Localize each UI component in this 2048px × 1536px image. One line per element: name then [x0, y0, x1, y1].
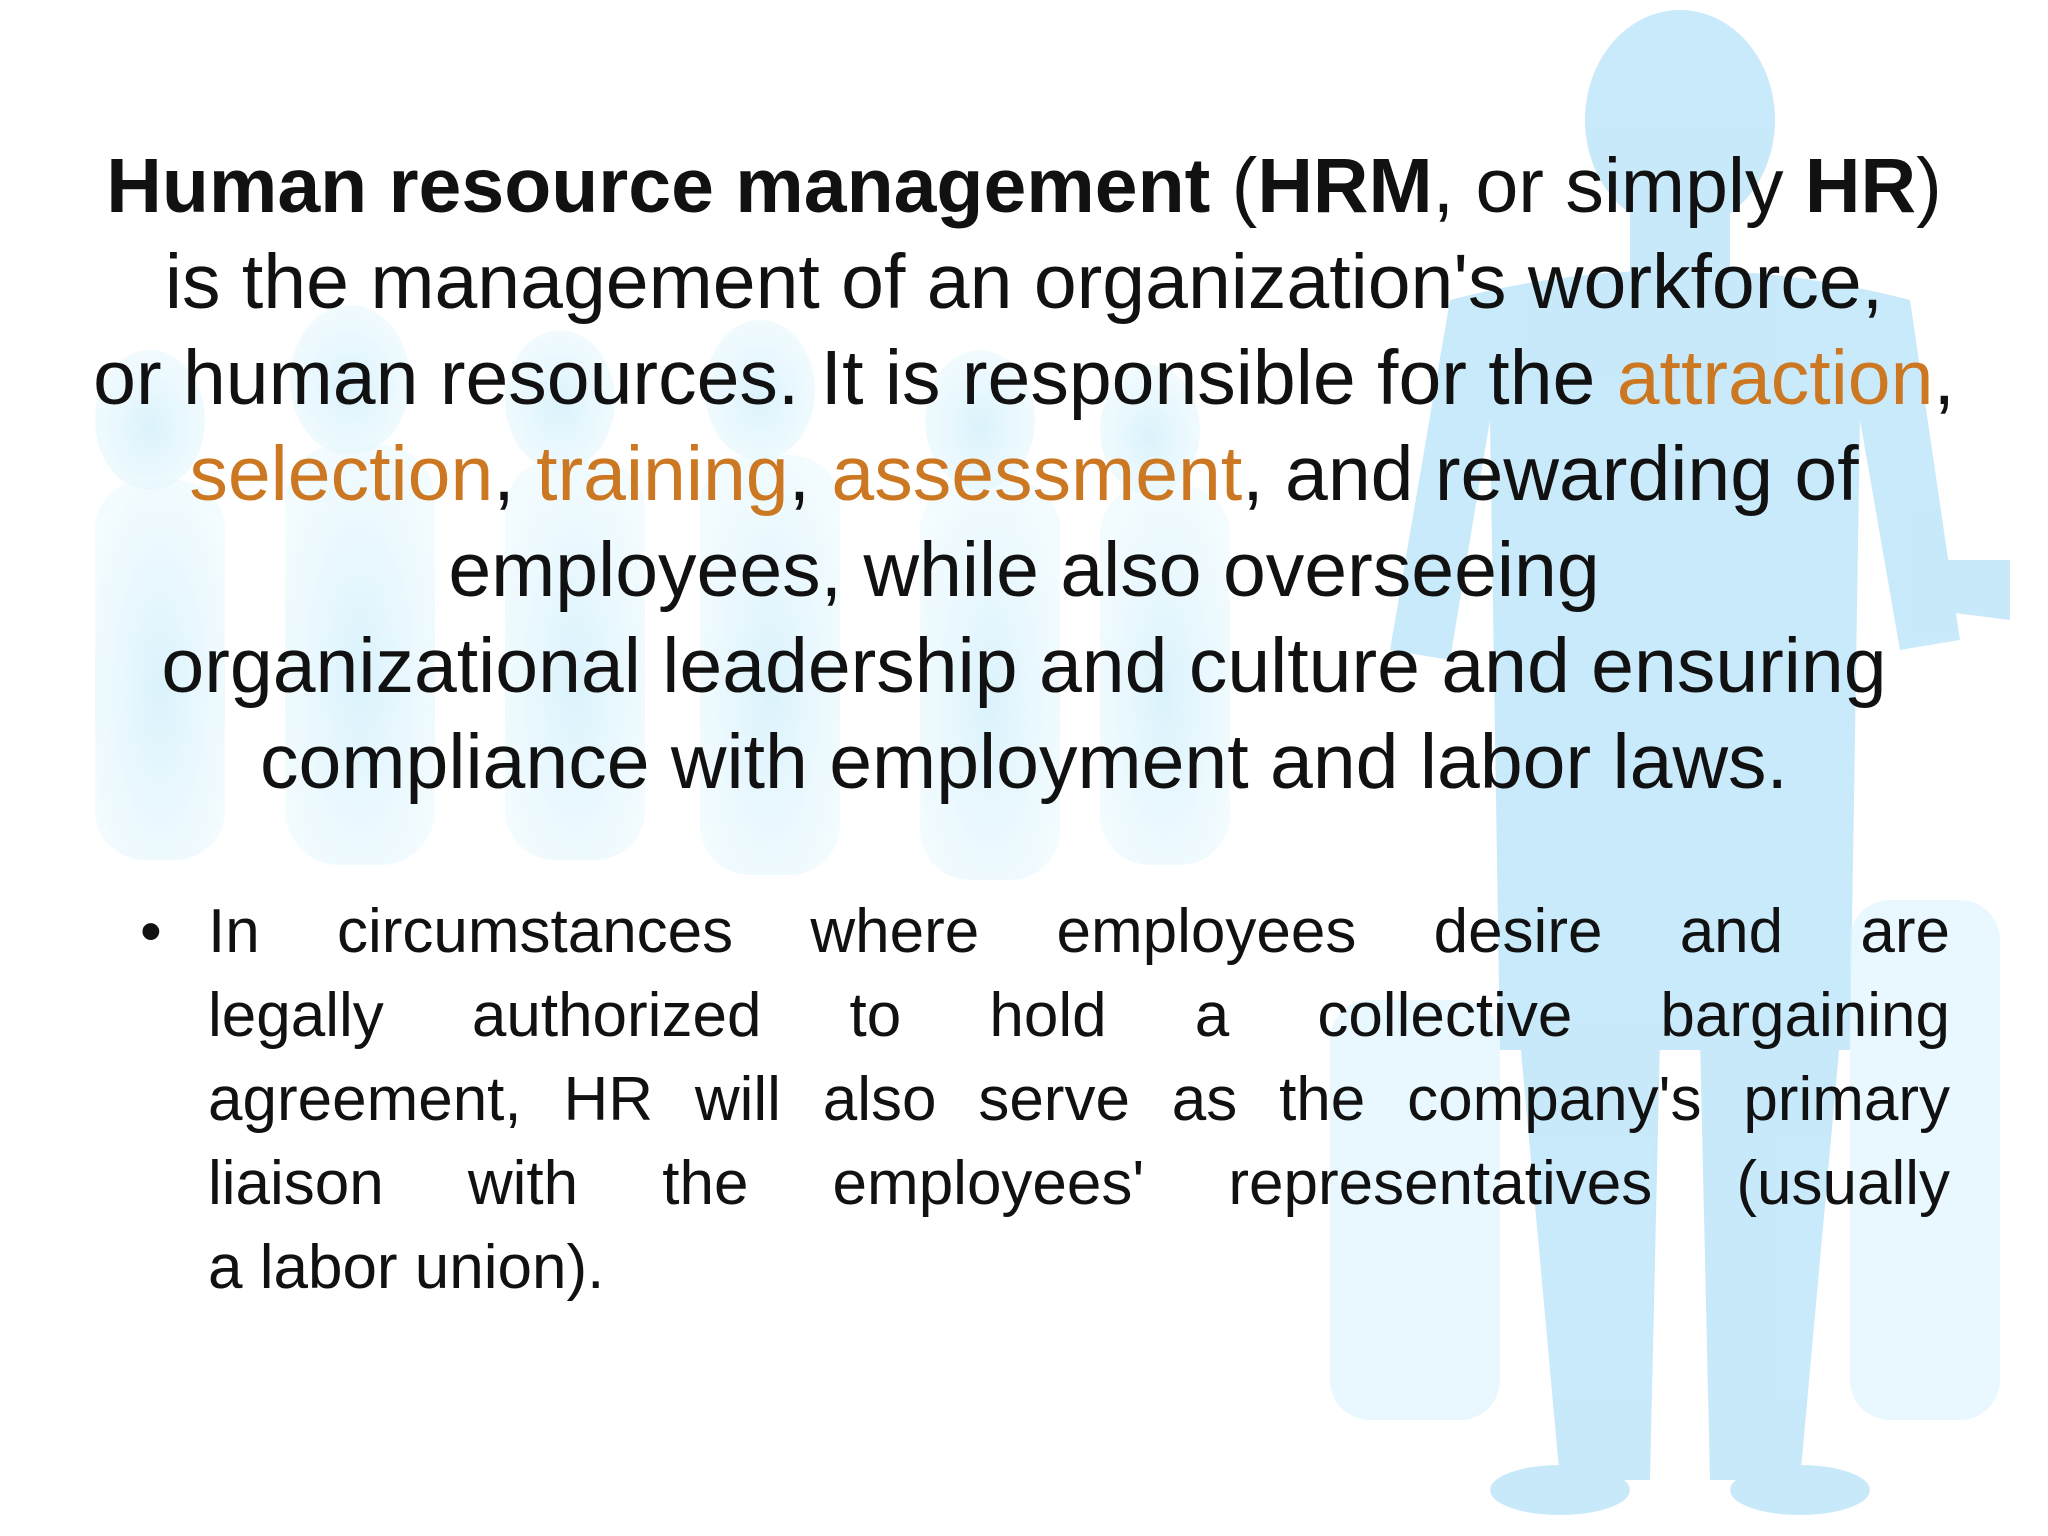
- definition-line-4: [30, 426, 2018, 522]
- definition-line-1: [30, 138, 2018, 234]
- bullet-line: agreement, HR will also serve as the company's primary: [208, 1065, 1950, 1134]
- bullet-line: In circumstances where employees desire and are: [208, 897, 1950, 966]
- definition-line-2: is the management of an organization's workforce,: [164, 239, 1884, 325]
- highlight-training: training: [536, 431, 789, 517]
- line-3-text: or human resources. It is responsible for the: [93, 335, 1617, 421]
- definition-line-7: compliance with employment and labor laws.: [260, 719, 1788, 805]
- abbr-hrm: HRM: [1257, 143, 1433, 229]
- bullet-line: legally authorized to hold a collective bargaining: [208, 981, 1950, 1050]
- paren-open: (: [1210, 143, 1258, 229]
- definition-line-6: organizational leadership and culture and ensuring: [161, 623, 1887, 709]
- bullet-line: liaison with the employees' representatives (usually: [208, 1149, 1950, 1218]
- highlight-attraction: attraction: [1616, 335, 1934, 421]
- definition-paragraph: [30, 138, 2018, 810]
- bullet-icon: •: [140, 897, 162, 966]
- highlight-selection: selection: [189, 431, 494, 517]
- paren-close: ): [1916, 143, 1942, 229]
- separator: ,: [493, 431, 537, 517]
- definition-line-5: employees, while also overseeing: [448, 527, 1600, 613]
- line-4-tail: , and rewarding of: [1242, 431, 1859, 517]
- line-3-tail: ,: [1933, 335, 1955, 421]
- separator: ,: [788, 431, 832, 517]
- bullet-line: a labor union).: [208, 1233, 605, 1302]
- definition-line-3: [30, 330, 2018, 426]
- highlight-assessment: assessment: [831, 431, 1243, 517]
- bullet-text: [208, 890, 1950, 1310]
- term-hrm: Human resource management: [106, 143, 1211, 229]
- or-simply-text: , or simply: [1432, 143, 1805, 229]
- abbr-hr: HR: [1804, 143, 1917, 229]
